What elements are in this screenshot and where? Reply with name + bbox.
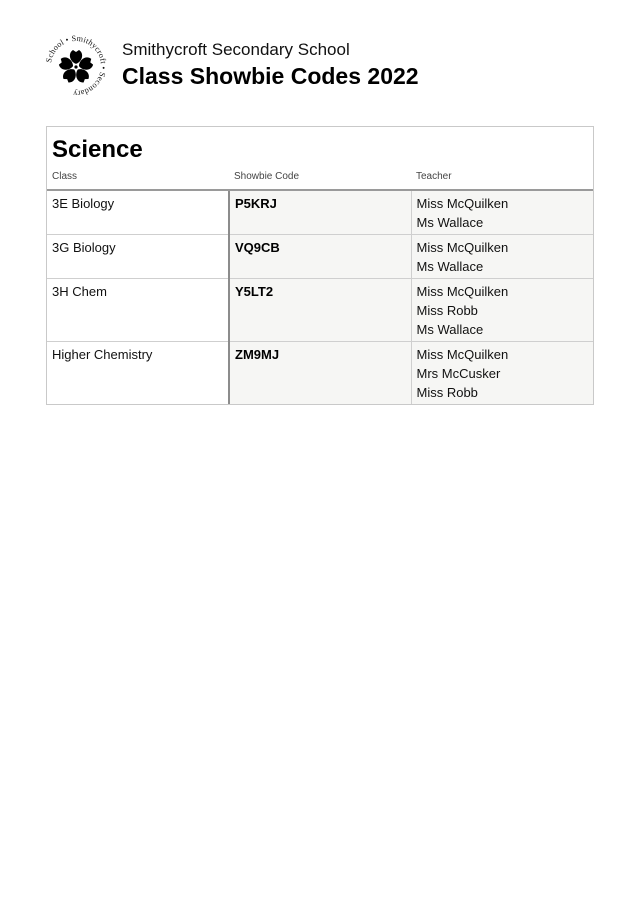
column-header-teacher: Teacher (411, 167, 593, 190)
teacher-name: Miss Robb (416, 385, 478, 400)
table-row (47, 342, 593, 405)
class-cell: 3H Chem (47, 279, 229, 342)
table-row (47, 190, 593, 235)
code-cell: P5KRJ (229, 190, 411, 235)
table-row (47, 279, 593, 342)
teacher-name: Miss McQuilken (416, 284, 509, 299)
teacher-cell (411, 279, 593, 342)
page-header (44, 34, 604, 100)
code-cell: Y5LT2 (229, 279, 411, 342)
teacher-name: Ms Wallace (416, 215, 484, 230)
school-name: Smithycroft Secondary School (122, 40, 350, 59)
teacher-name: Miss Robb (416, 303, 478, 318)
codes-table (47, 167, 593, 404)
table-header-row (47, 167, 593, 190)
teacher-cell (411, 190, 593, 235)
teacher-name: Miss McQuilken (416, 196, 509, 211)
teacher-name: Mrs McCusker (416, 366, 501, 381)
table-row (47, 235, 593, 279)
class-cell: Higher Chemistry (47, 342, 229, 405)
teacher-name: Miss McQuilken (416, 347, 509, 362)
teacher-cell (411, 342, 593, 405)
logo-ring-text: School • Smithycroft • Secondary (44, 34, 108, 98)
teacher-name: Ms Wallace (416, 322, 484, 337)
class-cell: 3E Biology (47, 190, 229, 235)
science-section (46, 126, 594, 405)
column-header-class: Class (47, 167, 229, 190)
teacher-name: Miss McQuilken (416, 240, 509, 255)
teacher-name: Ms Wallace (416, 259, 484, 274)
teacher-cell (411, 235, 593, 279)
page-title: Class Showbie Codes 2022 (122, 63, 419, 89)
section-title: Science (52, 136, 143, 163)
code-cell: VQ9CB (229, 235, 411, 279)
class-cell: 3G Biology (47, 235, 229, 279)
code-cell: ZM9MJ (229, 342, 411, 405)
column-header-code: Showbie Code (229, 167, 411, 190)
school-logo-icon (44, 34, 108, 98)
